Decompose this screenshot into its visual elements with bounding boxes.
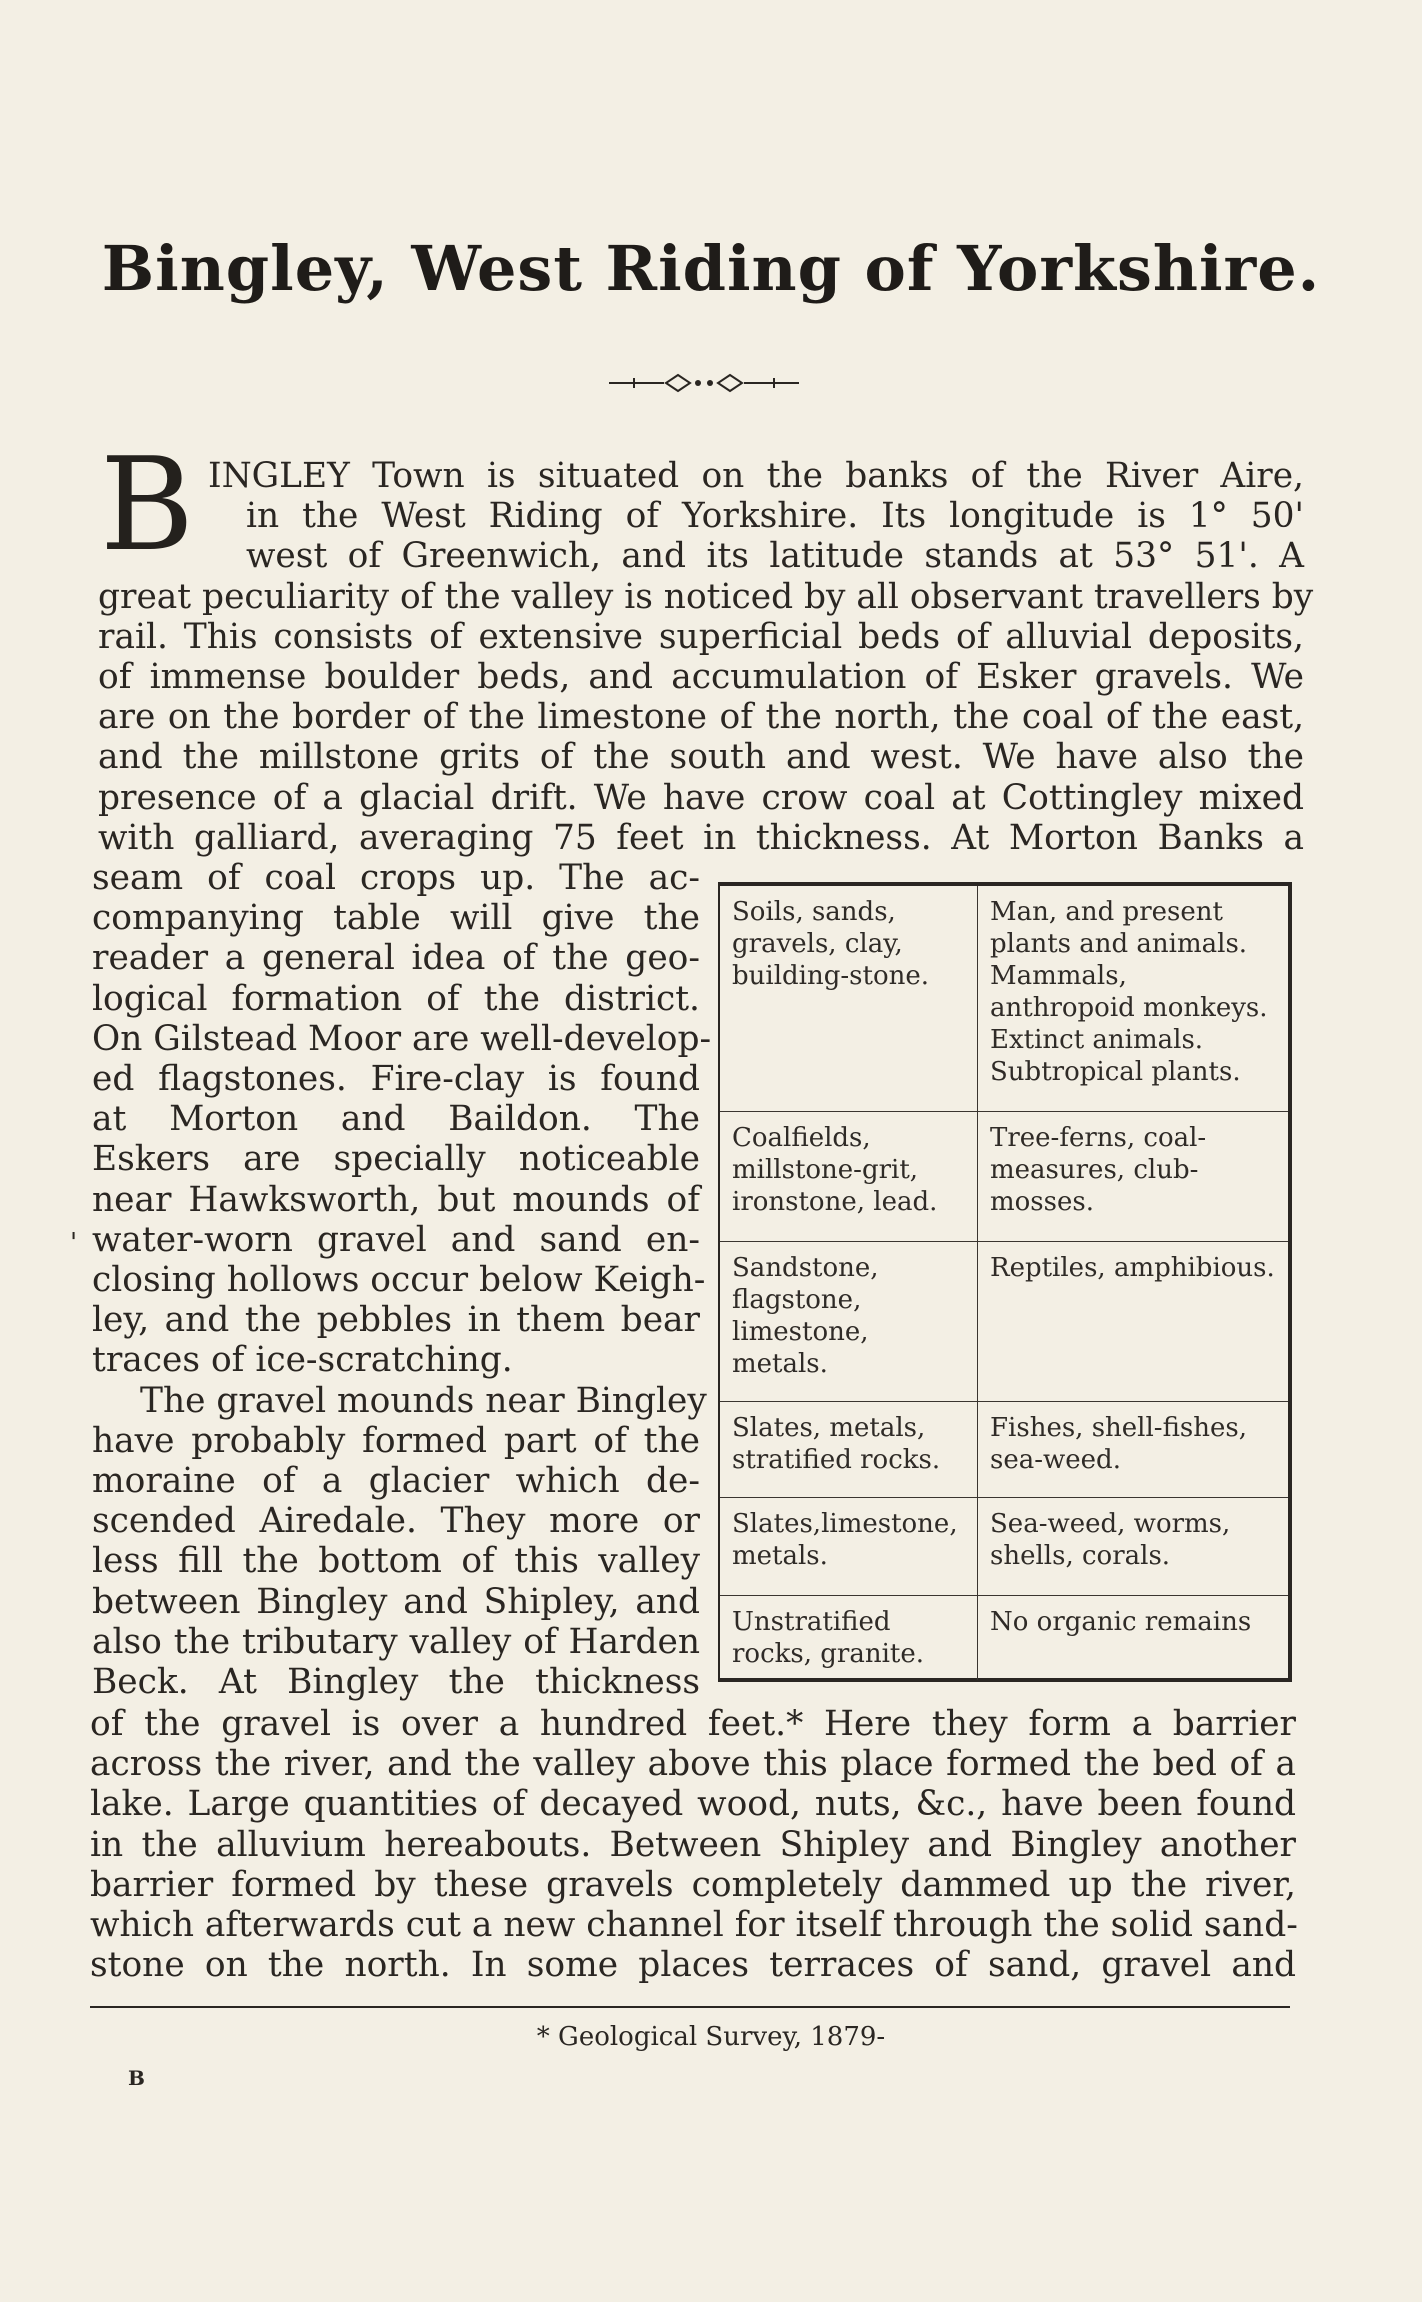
geology-table <box>718 882 1292 1682</box>
text-line: stone on the north. In some places terraces of sand, gravel and <box>90 1945 1296 1986</box>
table-row <box>720 1112 1288 1242</box>
intro-paragraph <box>98 431 1314 858</box>
text-line: near Hawksworth, but mounds of <box>92 1179 700 1220</box>
text-line: west of Greenwich, and its latitude stands at 53° 51'. A <box>246 536 1304 577</box>
signature-mark: B <box>128 2066 145 2090</box>
text-line: INGLEY Town is situated on the banks of the River Aire, <box>208 456 1304 496</box>
text-line: seam of coal crops up. The ac- <box>92 858 700 898</box>
text-line: great peculiarity of the valley is noticed by all observant travellers by <box>98 576 1314 617</box>
text-line: in the West Riding of Yorkshire. Its longitude is 1° 50' <box>246 496 1304 537</box>
text-line: companying table will give the <box>92 898 700 939</box>
text-line: also the tributary valley of Harden <box>92 1621 700 1662</box>
table-cell: Coalfields, millstone-grit, ironstone, lead. <box>720 1112 978 1241</box>
text-line: have probably formed part of the <box>92 1420 700 1461</box>
drop-cap: B <box>100 431 195 580</box>
table-cell: Reptiles, amphibious. <box>990 1253 1275 1283</box>
text-line: traces of ice-scratching. <box>92 1340 513 1381</box>
table-row <box>720 1596 1288 1680</box>
text-line: logical formation of the district. <box>92 978 700 1019</box>
table-cell: Sandstone, flagstone, limestone, metals. <box>720 1242 978 1401</box>
table-cell: Tree-ferns, coal-measures, club-mosses. <box>990 1123 1207 1217</box>
text-line: On Gilstead Moor are well-develop- <box>92 1018 712 1059</box>
footnote: * Geological Survey, 1879- <box>536 2022 886 2052</box>
text-line: with galliard, averaging 75 feet in thickness. At Morton Banks a <box>98 817 1304 858</box>
table-cell: Unstratified rocks, granite. <box>720 1596 978 1680</box>
text-line: presence of a glacial drift. We have crow coal at Cottingley mixed <box>98 777 1304 818</box>
text-line: less fill the bottom of this valley <box>92 1541 700 1582</box>
text-line: Eskers are specially noticeable <box>92 1139 700 1180</box>
text-line: Beck. At Bingley the thickness <box>92 1662 700 1703</box>
text-line: ed flagstones. Fire-clay is found <box>92 1059 700 1100</box>
text-line: moraine of a glacier which de- <box>92 1461 700 1502</box>
text-line: scended Airedale. They more or <box>92 1501 700 1542</box>
footnote-rule <box>90 2006 1290 2008</box>
table-cell: Soils, sands, gravels, clay, building-stone. <box>720 886 978 1111</box>
table-cell: Slates, metals, stratified rocks. <box>720 1402 978 1497</box>
ornament-divider-icon <box>604 368 804 398</box>
table-row <box>720 1402 1288 1498</box>
text-line: of the gravel is over a hundred feet.* Here they form a barrier <box>90 1704 1296 1744</box>
text-line: are on the border of the limestone of the north, the coal of the east, <box>98 697 1304 738</box>
table-row <box>720 886 1288 1112</box>
text-line: lake. Large quantities of decayed wood, nuts, &c., have been found <box>90 1784 1296 1825</box>
table-cell: Man, and present plants and animals. Mammals, anthropoid monkeys. Extinct animals. Subtropical plants. <box>990 897 1268 1087</box>
table-cell: Fishes, shell-fishes, sea-weed. <box>990 1413 1248 1475</box>
text-line: water-worn gravel and sand en- <box>92 1219 700 1260</box>
margin-mark: ' <box>70 1228 78 1258</box>
continuation-paragraph <box>90 1704 1296 1985</box>
text-line: in the alluvium hereabouts. Between Shipley and Bingley another <box>90 1824 1296 1865</box>
text-line: across the river, and the valley above this place formed the bed of a <box>90 1744 1296 1785</box>
text-line: of immense boulder beds, and accumulation of Esker gravels. We <box>98 657 1304 698</box>
text-line: which afterwards cut a new channel for itself through the solid sand- <box>90 1905 1298 1946</box>
text-line: between Bingley and Shipley, and <box>92 1581 700 1622</box>
table-cell: Sea-weed, worms, shells, corals. <box>990 1509 1231 1571</box>
text-line: closing hollows occur below Keigh- <box>92 1260 706 1301</box>
table-row <box>720 1242 1288 1402</box>
text-line: The gravel mounds near Bingley <box>140 1380 707 1421</box>
text-line: at Morton and Baildon. The <box>92 1099 700 1140</box>
page-title: Bingley, West Riding of Yorkshire. <box>101 232 1321 305</box>
table-row <box>720 1498 1288 1596</box>
text-line: and the millstone grits of the south and west. We have also the <box>98 737 1304 778</box>
text-line: ley, and the pebbles in them bear <box>92 1300 700 1341</box>
table-cell: No organic remains <box>990 1607 1252 1637</box>
text-line: reader a general idea of the geo- <box>92 938 700 979</box>
left-column-text <box>92 858 712 1703</box>
table-cell: Slates,limestone, metals. <box>720 1498 978 1595</box>
text-line: rail. This consists of extensive superficial beds of alluvial deposits, <box>98 616 1304 657</box>
text-line: barrier formed by these gravels completely dammed up the river, <box>90 1864 1296 1905</box>
